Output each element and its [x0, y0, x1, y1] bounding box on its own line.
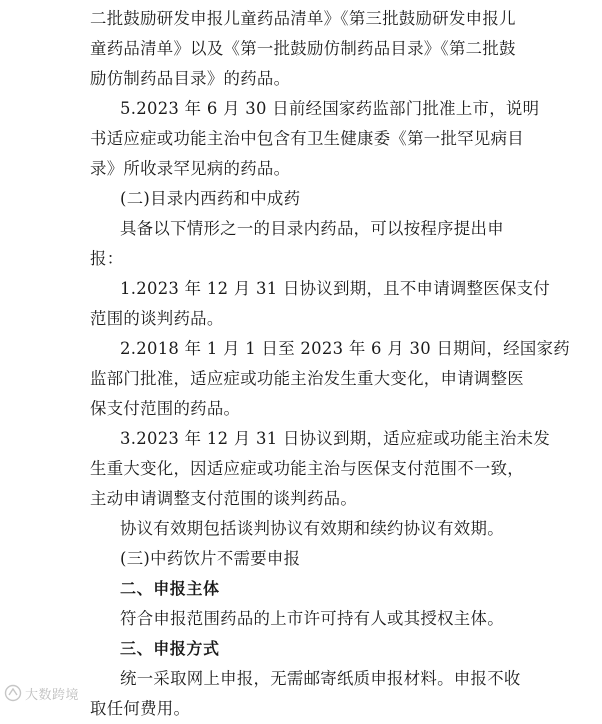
- body-line: 范围的谈判药品。: [90, 309, 224, 328]
- body-line: 生重大变化，因适应症或功能主治与医保支付范围不一致，: [90, 459, 524, 478]
- body-line: 取任何费用。: [90, 699, 191, 718]
- body-line: 监部门批准，适应症或功能主治发生重大变化，申请调整医: [90, 369, 524, 388]
- watermark: [4, 682, 79, 704]
- body-line: 励仿制药品目录》的药品。: [90, 69, 291, 88]
- body-line: 录》所收录罕见病的药品。: [90, 159, 291, 178]
- body-line: 具备以下情形之一的目录内药品，可以按程序提出申: [120, 219, 504, 238]
- subsection-heading: (二)目录内西药和中成药: [120, 189, 301, 208]
- section-heading: 二、申报主体: [120, 579, 220, 598]
- body-line: 统一采取网上申报，无需邮寄纸质申报材料。申报不收: [120, 669, 521, 688]
- body-line: 协议有效期包括谈判协议有效期和续约协议有效期。: [120, 519, 504, 538]
- body-line: 二批鼓励研发申报儿童药品清单》《第三批鼓励研发申报儿: [90, 9, 516, 28]
- body-line: 5.2023 年 6 月 30 日前经国家药监部门批准上市，说明: [120, 99, 540, 118]
- body-line: 符合申报范围药品的上市许可持有人或其授权主体。: [120, 609, 504, 628]
- watermark-text: 大数跨境: [25, 687, 80, 703]
- body-line: 书适应症或功能主治中包含有卫生健康委《第一批罕见病目: [90, 129, 524, 148]
- body-line: 童药品清单》以及《第一批鼓励仿制药品目录》《第二批鼓: [90, 39, 516, 58]
- subsection-heading: (三)中药饮片不需要申报: [120, 549, 301, 568]
- body-line: 主动申请调整支付范围的谈判药品。: [90, 489, 358, 508]
- body-line: 报：: [90, 249, 124, 268]
- body-line: 1.2023 年 12 月 31 日协议到期，且不申请调整医保支付: [120, 279, 551, 298]
- logo-icon: [4, 684, 22, 702]
- body-line: 2.2018 年 1 月 1 日至 2023 年 6 月 30 日期间，经国家药: [120, 339, 570, 358]
- section-heading: 三、申报方式: [120, 639, 220, 658]
- body-line: 保支付范围的药品。: [90, 399, 241, 418]
- body-line: 3.2023 年 12 月 31 日协议到期，适应症或功能主治未发: [120, 429, 551, 448]
